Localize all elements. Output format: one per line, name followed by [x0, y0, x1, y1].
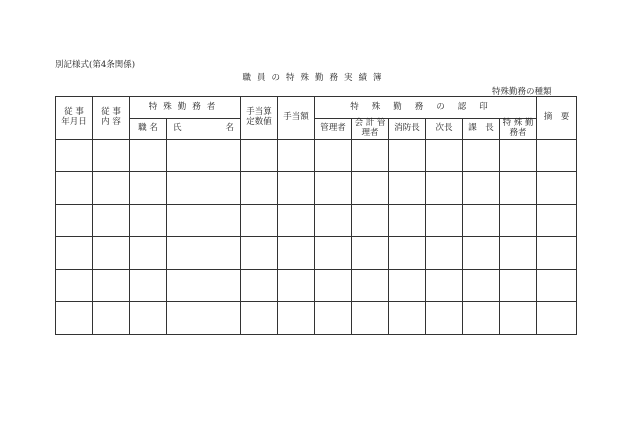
- table-cell: [537, 204, 577, 237]
- header-allowance-calc: 手当算 定数値: [241, 97, 278, 140]
- table-cell: [56, 139, 93, 172]
- table-cell: [93, 172, 130, 205]
- table-cell: [315, 204, 352, 237]
- header-special-worker-seal: 特 殊 勤 務者: [500, 119, 537, 140]
- table-cell: [130, 172, 167, 205]
- table-row: [56, 302, 577, 335]
- table-cell: [537, 269, 577, 302]
- table-cell: [389, 139, 426, 172]
- table-cell: [352, 139, 389, 172]
- table-cell: [315, 139, 352, 172]
- form-label: 別記様式(第4条関係): [55, 60, 136, 70]
- header-approval: 特殊勤務の認印: [315, 97, 537, 119]
- table-cell: [130, 302, 167, 335]
- header-deputy: 次長: [426, 119, 463, 140]
- table-cell: [278, 172, 315, 205]
- table-cell: [241, 172, 278, 205]
- table-cell: [167, 204, 241, 237]
- table-cell: [352, 204, 389, 237]
- table-cell: [463, 172, 500, 205]
- table-cell: [56, 172, 93, 205]
- table-cell: [278, 237, 315, 270]
- table-cell: [130, 237, 167, 270]
- record-table: [55, 96, 577, 335]
- table-cell: [537, 172, 577, 205]
- table-cell: [93, 269, 130, 302]
- table-cell: [241, 237, 278, 270]
- table-cell: [426, 139, 463, 172]
- table-cell: [537, 139, 577, 172]
- table-cell: [56, 204, 93, 237]
- table-cell: [352, 302, 389, 335]
- table-cell: [241, 269, 278, 302]
- table-cell: [389, 269, 426, 302]
- table-cell: [56, 237, 93, 270]
- table-cell: [278, 204, 315, 237]
- table-cell: [463, 237, 500, 270]
- table-cell: [500, 172, 537, 205]
- table-cell: [167, 302, 241, 335]
- table-cell: [241, 302, 278, 335]
- header-name: 氏 名: [167, 119, 241, 140]
- table-cell: [463, 302, 500, 335]
- header-fire-chief: 消防長: [389, 119, 426, 140]
- table-cell: [500, 237, 537, 270]
- table-cell: [463, 269, 500, 302]
- table-cell: [93, 237, 130, 270]
- table-cell: [389, 237, 426, 270]
- table-cell: [426, 269, 463, 302]
- table-cell: [315, 302, 352, 335]
- table-cell: [167, 269, 241, 302]
- header-allowance-amount: 手当額: [278, 97, 315, 140]
- table-cell: [315, 172, 352, 205]
- table-cell: [500, 302, 537, 335]
- header-section-chief: 課 長: [463, 119, 500, 140]
- table-cell: [93, 302, 130, 335]
- table-row: [56, 172, 577, 205]
- table-cell: [426, 204, 463, 237]
- table-cell: [278, 269, 315, 302]
- header-work-content: 従 事 内 容: [93, 97, 130, 140]
- table-cell: [315, 237, 352, 270]
- table-row: [56, 204, 577, 237]
- table-cell: [389, 172, 426, 205]
- header-remarks: 摘 要: [537, 97, 577, 140]
- table-cell: [426, 172, 463, 205]
- table-cell: [500, 139, 537, 172]
- table-cell: [352, 269, 389, 302]
- table-cell: [278, 302, 315, 335]
- table-row: [56, 269, 577, 302]
- header-job-title: 職 名: [130, 119, 167, 140]
- table-cell: [167, 139, 241, 172]
- header-manager: 管理者: [315, 119, 352, 140]
- table-cell: [93, 139, 130, 172]
- table-cell: [56, 269, 93, 302]
- table-cell: [241, 139, 278, 172]
- table-cell: [426, 237, 463, 270]
- table-cell: [56, 302, 93, 335]
- table-cell: [93, 204, 130, 237]
- table-cell: [130, 269, 167, 302]
- table-cell: [241, 204, 278, 237]
- table-cell: [315, 269, 352, 302]
- document-title: 職員の特殊勤務実績簿: [242, 73, 388, 83]
- table-cell: [500, 269, 537, 302]
- table-row: [56, 237, 577, 270]
- table-cell: [463, 204, 500, 237]
- work-type-label: 特殊勤務の種類: [492, 87, 552, 97]
- table-cell: [167, 172, 241, 205]
- table-cell: [352, 172, 389, 205]
- header-work-date: 従 事 年月日: [56, 97, 93, 140]
- table-cell: [389, 302, 426, 335]
- table-cell: [537, 237, 577, 270]
- header-special-worker: 特殊勤務者: [130, 97, 241, 119]
- table-cell: [389, 204, 426, 237]
- table-cell: [167, 237, 241, 270]
- table-cell: [278, 139, 315, 172]
- table-cell: [500, 204, 537, 237]
- table-cell: [537, 302, 577, 335]
- header-accounting-manager: 会 計 管 理者: [352, 119, 389, 140]
- table-cell: [426, 302, 463, 335]
- table-cell: [130, 204, 167, 237]
- table-cell: [352, 237, 389, 270]
- table-cell: [130, 139, 167, 172]
- table-cell: [463, 139, 500, 172]
- table-row: [56, 139, 577, 172]
